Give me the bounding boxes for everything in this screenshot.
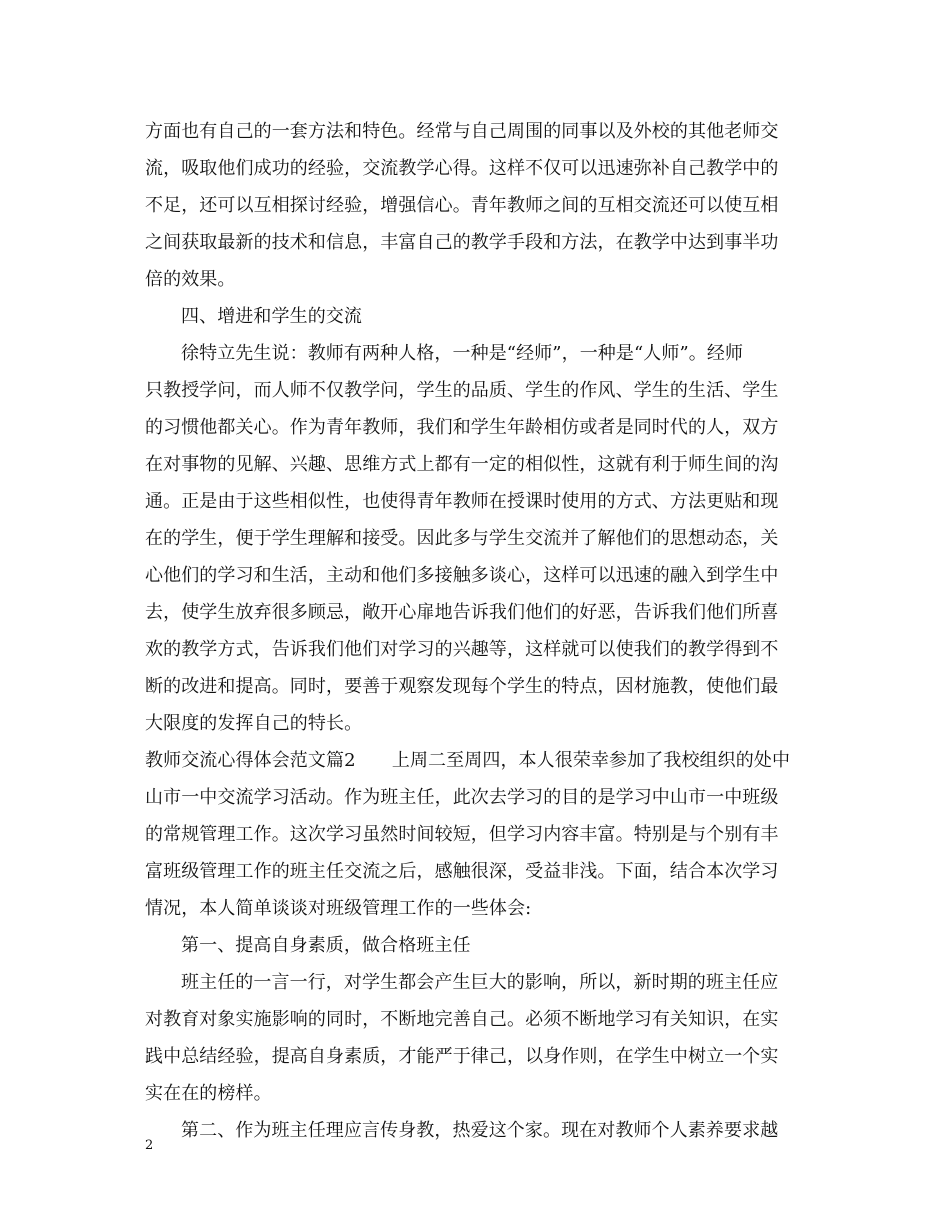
- text-line: 去，使学生放弃很多顾忌，敞开心扉地告诉我们他们的好恶，告诉我们他们所喜: [145, 602, 779, 623]
- text-line: 通。正是由于这些相似性，也使得青年教师在授课时使用的方式、方法更贴和现: [145, 491, 779, 512]
- text-line: 流，吸取他们成功的经验，交流教学心得。这样不仅可以迅速弥补自己教学中的: [145, 158, 779, 179]
- text-line: 情况，本人简单谈谈对班级管理工作的一些体会:: [145, 898, 532, 919]
- text-line: 的常规管理工作。这次学习虽然时间较短，但学习内容丰富。特别是与个别有丰: [145, 824, 779, 845]
- text-line: 欢的教学方式，告诉我们他们对学习的兴趣等，这样就可以使我们的教学得到不: [145, 639, 779, 660]
- text-line: 徐特立先生说：教师有两种人格，一种是“经师”，一种是“人师”。经师: [181, 343, 744, 364]
- text-line: 只教授学问，而人师不仅教学问，学生的品质、学生的作风、学生的生活、学生: [145, 380, 779, 401]
- text-line: 富班级管理工作的班主任交流之后，感触很深，受益非浅。下面，结合本次学习: [145, 861, 779, 882]
- text-line: 对教育对象实施影响的同时，不断地完善自己。必须不断地学习有关知识，在实: [145, 1009, 779, 1030]
- text-line: 实在在的榜样。: [145, 1083, 272, 1104]
- text-line: 倍的效果。: [145, 269, 236, 290]
- text-line: 第二、作为班主任理应言传身教，热爱这个家。现在对教师个人素养要求越: [181, 1120, 779, 1141]
- text-line: 班主任的一言一行，对学生都会产生巨大的影响，所以，新时期的班主任应: [181, 972, 779, 993]
- text-line: 断的改进和提高。同时，要善于观察发现每个学生的特点，因材施教，使他们最: [145, 676, 779, 697]
- page-number: 2: [145, 1138, 154, 1153]
- text-line: 不足，还可以互相探讨经验，增强信心。青年教师之间的互相交流还可以使互相: [145, 195, 779, 216]
- text-line: 四、增进和学生的交流: [181, 306, 362, 327]
- text-line: 践中总结经验，提高自身素质，才能严于律己，以身作则，在学生中树立一个实: [145, 1046, 779, 1067]
- text-line: 山市一中交流学习活动。作为班主任，此次去学习的目的是学习中山市一中班级: [145, 787, 779, 808]
- text-line: 之间获取最新的技术和信息，丰富自己的教学手段和方法，在教学中达到事半功: [145, 232, 779, 253]
- text-line: 的习惯他都关心。作为青年教师，我们和学生年龄相仿或者是同时代的人，双方: [145, 417, 779, 438]
- text-line: 大限度的发挥自己的特长。: [145, 713, 363, 734]
- text-line: 在对事物的见解、兴趣、思维方式上都有一定的相似性，这就有利于师生间的沟: [145, 454, 779, 475]
- text-line: 方面也有自己的一套方法和特色。经常与自己周围的同事以及外校的其他老师交: [145, 121, 779, 142]
- text-line: 心他们的学习和生活，主动和他们多接触多谈心，这样可以迅速的融入到学生中: [145, 565, 779, 586]
- text-line: 第一、提高自身素质，做合格班主任: [181, 935, 471, 956]
- body-text: [145, 113, 810, 1149]
- text-line: 在的学生，便于学生理解和接受。因此多与学生交流并了解他们的思想动态，关: [145, 528, 779, 549]
- text-line: 教师交流心得体会范文篇2 上周二至周四，本人很荣幸参加了我校组织的处中: [145, 750, 791, 771]
